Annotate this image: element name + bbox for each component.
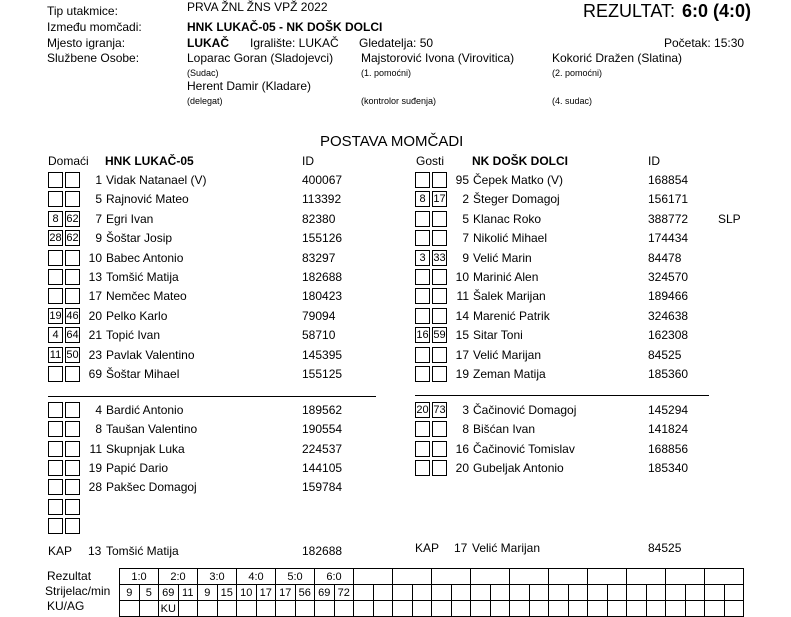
score-result-cell bbox=[705, 569, 744, 585]
score-kuag-cell bbox=[217, 601, 237, 617]
score-scorer-cell bbox=[354, 585, 374, 601]
away-player-number: 95 bbox=[455, 173, 469, 187]
home-player-id: 79094 bbox=[302, 308, 336, 323]
score-kuag-cell bbox=[393, 601, 413, 617]
home-player-number: 11 bbox=[89, 441, 102, 456]
score-result-cell bbox=[627, 569, 666, 585]
score-scorer-cell bbox=[705, 585, 725, 601]
score-kuag-cell bbox=[237, 601, 257, 617]
postava-title: POSTAVA MOMČADI bbox=[320, 133, 464, 150]
away-sub-in-box bbox=[415, 230, 430, 246]
score-table bbox=[119, 568, 744, 617]
home-player-name: Pavlak Valentino bbox=[106, 347, 195, 362]
home-player-name: Egri Ivan bbox=[106, 211, 154, 226]
official-name: Loparac Goran (Sladojevci) bbox=[187, 51, 334, 65]
home-sub-out-box: 62 bbox=[66, 212, 79, 225]
score-scorer-cell: 56 bbox=[295, 585, 315, 601]
score-scorer-cell: 10 bbox=[237, 585, 257, 601]
score-scorer-cell bbox=[568, 585, 588, 601]
home-sub-out-box bbox=[65, 366, 80, 382]
home-sub-in-box bbox=[48, 269, 63, 285]
home-player-id: 145395 bbox=[302, 347, 343, 362]
score-scorer-cell bbox=[432, 585, 452, 601]
home-sub-out-box bbox=[65, 269, 80, 285]
away-team-name: NK DOŠK DOLCI bbox=[472, 154, 568, 168]
score-kuag-cell bbox=[529, 601, 549, 617]
away-sub-out-box: 59 bbox=[433, 329, 446, 342]
away-player-id: 162308 bbox=[648, 328, 689, 343]
away-player-number: 9 bbox=[462, 250, 469, 265]
away-player-name: Gubeljak Antonio bbox=[473, 460, 564, 475]
home-sub-in-box bbox=[48, 250, 63, 266]
home-player-name: Babec Antonio bbox=[106, 250, 184, 265]
away-divider bbox=[415, 395, 709, 396]
home-player-number: 8 bbox=[95, 422, 102, 437]
score-kuag-cell bbox=[451, 601, 471, 617]
away-player-id: 189466 bbox=[648, 289, 689, 304]
away-id-label: ID bbox=[648, 154, 660, 168]
score-kuag-cell bbox=[412, 601, 432, 617]
away-sub-in-box: 20 bbox=[416, 404, 429, 416]
home-player-name: Pelko Karlo bbox=[106, 308, 168, 323]
home-sub-out-box: 64 bbox=[66, 329, 79, 342]
home-player-id: 155125 bbox=[302, 367, 343, 381]
home-sub-in-box bbox=[48, 191, 63, 207]
away-sub-out-box bbox=[432, 308, 447, 324]
score-kuag-cell bbox=[276, 601, 296, 617]
away-sub-in-box: 3 bbox=[415, 250, 430, 266]
score-scorer-cell bbox=[646, 585, 666, 601]
score-scorer-cell: 9 bbox=[198, 585, 218, 601]
away-player-id: 145294 bbox=[648, 403, 689, 417]
home-player-name: Tomšić Matija bbox=[106, 270, 179, 284]
official-name: Herent Damir (Kladare) bbox=[187, 79, 312, 93]
home-player-number: 19 bbox=[88, 460, 102, 475]
home-sub-out-box bbox=[65, 499, 80, 515]
home-sub-in-box bbox=[48, 441, 63, 457]
away-player-number: 19 bbox=[455, 367, 469, 381]
away-player-name: Čačinović Domagoj bbox=[473, 403, 577, 417]
score-kuag-cell bbox=[685, 601, 705, 617]
away-player-note: SLP bbox=[718, 211, 741, 226]
home-player-number: 5 bbox=[95, 192, 102, 207]
sluzbene-label: Službene Osobe: bbox=[47, 51, 140, 65]
home-sub-in-box bbox=[48, 402, 63, 418]
away-player-number: 16 bbox=[455, 441, 469, 456]
home-player-name: Rajnović Mateo bbox=[106, 192, 189, 207]
home-player-number: 69 bbox=[88, 367, 102, 381]
away-sub-out-box bbox=[432, 172, 447, 188]
home-kap-label: KAP bbox=[48, 544, 73, 558]
away-sub-out-box: 73 bbox=[433, 404, 446, 416]
away-sub-in-box bbox=[415, 211, 430, 227]
home-sub-in-box bbox=[48, 518, 63, 534]
away-player-id: 84478 bbox=[648, 250, 682, 265]
home-player-id: 58710 bbox=[302, 328, 336, 343]
away-player-id: 185340 bbox=[648, 460, 689, 475]
score-scorer-cell bbox=[588, 585, 608, 601]
away-player-name: Čačinović Tomislav bbox=[473, 441, 575, 456]
away-player-id: 156171 bbox=[648, 192, 689, 207]
home-sub-out-box: 46 bbox=[66, 309, 79, 322]
score-scorer-cell: 69 bbox=[315, 585, 335, 601]
home-sub-in-box bbox=[48, 479, 63, 495]
home-player-name: Nemčec Mateo bbox=[106, 289, 187, 304]
score-scorer-cell bbox=[627, 585, 647, 601]
score-result-cell bbox=[666, 569, 705, 585]
score-result-cell bbox=[432, 569, 471, 585]
score-kuag-label: KU/AG bbox=[47, 599, 85, 613]
home-player-id: 83297 bbox=[302, 250, 336, 265]
score-scorer-cell bbox=[685, 585, 705, 601]
home-sub-out-box bbox=[65, 172, 80, 188]
home-player-id: 190554 bbox=[302, 422, 343, 437]
away-sub-in-box bbox=[415, 421, 430, 437]
tip-label: Tip utakmice: bbox=[47, 4, 118, 18]
score-kuag-cell bbox=[627, 601, 647, 617]
score-scorer-cell: 17 bbox=[256, 585, 276, 601]
score-result-cell: 3:0 bbox=[198, 569, 237, 585]
score-scorers-row bbox=[120, 585, 744, 601]
away-sub-in-box bbox=[415, 308, 430, 324]
score-scorer-cell bbox=[666, 585, 686, 601]
score-strijelac-label: Strijelac/min bbox=[45, 584, 111, 598]
score-kuag-cell bbox=[334, 601, 354, 617]
home-player-number: 7 bbox=[95, 211, 102, 226]
home-kap-id: 182688 bbox=[302, 544, 343, 558]
home-sub-out-box bbox=[65, 460, 80, 476]
score-kuag-cell: KU bbox=[159, 601, 179, 617]
official-role: (delegat) bbox=[187, 96, 223, 106]
away-player-id: 324638 bbox=[648, 308, 689, 323]
away-player-name: Nikolić Mihael bbox=[473, 231, 548, 246]
mjesto-value: LUKAČ bbox=[187, 36, 229, 50]
away-sub-out-box bbox=[432, 421, 447, 437]
score-kuag-cell bbox=[295, 601, 315, 617]
score-scorer-cell: 17 bbox=[276, 585, 296, 601]
home-player-number: 17 bbox=[88, 289, 102, 304]
home-sub-in-box bbox=[48, 366, 63, 382]
home-player-name: Taušan Valentino bbox=[106, 422, 198, 437]
score-result-cell bbox=[588, 569, 627, 585]
score-scorer-cell bbox=[373, 585, 393, 601]
away-player-id: 141824 bbox=[648, 422, 689, 437]
home-sub-out-box bbox=[65, 479, 80, 495]
tip-value: PRVA ŽNL ŽNS VPŽ 2022 bbox=[187, 0, 328, 14]
away-player-name: Marinić Alen bbox=[473, 270, 539, 284]
away-sub-in-box: 8 bbox=[415, 191, 430, 207]
score-kuag-cell bbox=[373, 601, 393, 617]
away-player-number: 14 bbox=[455, 308, 469, 323]
official-role: (Sudac) bbox=[187, 68, 219, 78]
home-player-number: 28 bbox=[88, 480, 102, 495]
away-sub-in-box bbox=[415, 172, 430, 188]
score-kuag-cell bbox=[354, 601, 374, 617]
away-sub-out-box bbox=[432, 269, 447, 285]
home-player-number: 10 bbox=[88, 250, 102, 265]
home-player-name: Papić Dario bbox=[106, 460, 169, 475]
away-player-number: 15 bbox=[455, 328, 469, 343]
away-player-number: 5 bbox=[462, 211, 469, 226]
score-kuag-cell bbox=[120, 601, 140, 617]
score-result-cell: 4:0 bbox=[237, 569, 276, 585]
score-result-cell: 6:0 bbox=[315, 569, 354, 585]
home-sub-in-box bbox=[48, 460, 63, 476]
home-sub-out-box bbox=[65, 288, 80, 304]
home-player-number: 4 bbox=[95, 403, 102, 417]
official-name: Majstorović Ivona (Virovitica) bbox=[361, 51, 515, 65]
home-player-id: 155126 bbox=[302, 231, 343, 246]
away-player-number: 20 bbox=[455, 460, 469, 475]
score-kuag-cell bbox=[607, 601, 627, 617]
home-sub-in-box: 19 bbox=[49, 309, 62, 322]
away-player-name: Čepek Matko (V) bbox=[473, 173, 564, 187]
score-scorer-cell: 5 bbox=[139, 585, 159, 601]
away-player-name: Sitar Toni bbox=[473, 328, 523, 343]
score-kuag-cell bbox=[139, 601, 159, 617]
home-player-id: 159784 bbox=[302, 480, 343, 495]
away-player-name: Bišćan Ivan bbox=[473, 422, 536, 437]
score-kuag-cell bbox=[724, 601, 744, 617]
away-player-number: 3 bbox=[462, 403, 469, 417]
score-scorer-cell bbox=[549, 585, 569, 601]
away-player-id: 168856 bbox=[648, 441, 689, 456]
home-player-id: 144105 bbox=[302, 460, 343, 475]
home-kap-name: Tomšić Matija bbox=[106, 544, 179, 558]
away-player-number: 7 bbox=[462, 231, 469, 246]
home-id-label: ID bbox=[302, 154, 314, 168]
official-name: Kokorić Dražen (Slatina) bbox=[552, 51, 683, 65]
official-role: (kontrolor suđenja) bbox=[361, 96, 437, 106]
score-kuag-cell bbox=[666, 601, 686, 617]
away-player-number: 17 bbox=[455, 347, 469, 362]
home-sub-out-box bbox=[65, 402, 80, 418]
izmedju-label: Između momčadi: bbox=[47, 20, 142, 34]
home-player-name: Šoštar Mihael bbox=[106, 367, 180, 381]
score-result-cell bbox=[549, 569, 588, 585]
home-sub-in-box: 8 bbox=[48, 211, 63, 227]
official-role: (2. pomoćni) bbox=[552, 68, 603, 78]
score-rezultat-label: Rezultat bbox=[47, 569, 92, 583]
home-player-number: 23 bbox=[88, 347, 102, 362]
home-player-name: Pakšec Domagoj bbox=[106, 480, 197, 495]
home-sub-in-box bbox=[48, 172, 63, 188]
home-player-name: Vidak Natanael (V) bbox=[106, 173, 207, 187]
score-kuag-cell bbox=[510, 601, 530, 617]
away-kap-num: 17 bbox=[454, 541, 468, 555]
away-sub-in-box: 16 bbox=[416, 329, 429, 342]
home-player-name: Topić Ivan bbox=[106, 328, 161, 343]
score-kuag-cell bbox=[549, 601, 569, 617]
score-result-cell bbox=[471, 569, 510, 585]
score-scorer-cell: 11 bbox=[178, 585, 198, 601]
home-sub-in-box: 4 bbox=[48, 327, 63, 343]
home-sub-in-box: 11 bbox=[49, 348, 62, 361]
home-player-name: Šoštar Josip bbox=[106, 231, 173, 246]
score-scorer-cell bbox=[724, 585, 744, 601]
away-sub-out-box bbox=[432, 288, 447, 304]
score-scorer-cell bbox=[607, 585, 627, 601]
official-role: (4. sudac) bbox=[552, 96, 593, 106]
home-sub-out-box: 62 bbox=[66, 232, 79, 245]
home-divider bbox=[48, 396, 376, 397]
home-sub-out-box bbox=[65, 421, 80, 437]
away-player-name: Marenić Patrik bbox=[473, 308, 550, 323]
pocetak: Početak: 15:30 bbox=[664, 36, 745, 50]
home-player-number: 20 bbox=[88, 308, 102, 323]
away-player-name: Zeman Matija bbox=[473, 367, 546, 381]
away-sub-out-box: 33 bbox=[433, 251, 446, 264]
score-result-cell bbox=[354, 569, 393, 585]
mjesto-label: Mjesto igranja: bbox=[47, 36, 126, 50]
score-kuag-cell bbox=[432, 601, 452, 617]
score-results-row bbox=[120, 569, 744, 585]
score-scorer-cell: 69 bbox=[159, 585, 179, 601]
score-scorer-cell bbox=[451, 585, 471, 601]
home-kap-num: 13 bbox=[88, 544, 102, 558]
score-kuag-cell bbox=[178, 601, 198, 617]
home-player-id: 113392 bbox=[302, 192, 342, 207]
home-sub-out-box bbox=[65, 191, 80, 207]
away-sub-in-box bbox=[415, 288, 430, 304]
home-team-name: HNK LUKAČ-05 bbox=[105, 154, 194, 168]
away-player-id: 388772 bbox=[648, 211, 689, 226]
away-player-id: 324570 bbox=[648, 270, 689, 284]
away-player-number: 10 bbox=[455, 270, 469, 284]
away-player-id: 168854 bbox=[648, 173, 689, 187]
score-kuag-cell bbox=[315, 601, 335, 617]
home-player-id: 180423 bbox=[302, 289, 343, 304]
home-player-name: Skupnjak Luka bbox=[106, 441, 185, 456]
score-scorer-cell bbox=[471, 585, 491, 601]
away-sub-out-box: 17 bbox=[433, 193, 446, 206]
score-result-cell bbox=[510, 569, 549, 585]
away-sub-in-box bbox=[415, 460, 430, 476]
away-player-number: 8 bbox=[462, 422, 469, 437]
official-role: (1. pomoćni) bbox=[361, 68, 412, 78]
home-sub-in-box bbox=[48, 288, 63, 304]
home-player-number: 1 bbox=[95, 173, 102, 187]
home-player-id: 82380 bbox=[302, 211, 336, 226]
score-result-cell: 5:0 bbox=[276, 569, 315, 585]
score-result-cell: 1:0 bbox=[120, 569, 159, 585]
away-sub-in-box bbox=[415, 269, 430, 285]
away-player-name: Šalek Marijan bbox=[473, 289, 546, 304]
away-side-label: Gosti bbox=[416, 154, 445, 168]
home-player-name: Bardić Antonio bbox=[106, 403, 184, 417]
away-player-number: 11 bbox=[456, 289, 469, 304]
away-player-id: 84525 bbox=[648, 347, 682, 362]
score-result-cell bbox=[393, 569, 432, 585]
home-player-id: 182688 bbox=[302, 270, 343, 284]
score-kuag-cell bbox=[705, 601, 725, 617]
score-kuag-cell bbox=[588, 601, 608, 617]
izmedju-value: HNK LUKAČ-05 - NK DOŠK DOLCI bbox=[187, 20, 383, 34]
score-scorer-cell bbox=[393, 585, 413, 601]
away-sub-out-box bbox=[432, 230, 447, 246]
home-player-id: 224537 bbox=[302, 441, 343, 456]
away-sub-out-box bbox=[432, 347, 447, 363]
home-player-number: 21 bbox=[88, 328, 102, 343]
score-kuag-cell bbox=[198, 601, 218, 617]
home-player-number: 13 bbox=[88, 270, 102, 284]
away-player-name: Velić Marin bbox=[473, 250, 532, 265]
away-sub-in-box bbox=[415, 347, 430, 363]
score-kuag-cell bbox=[568, 601, 588, 617]
score-kuag-cell bbox=[256, 601, 276, 617]
igraliste: Igralište: LUKAČ bbox=[250, 36, 339, 50]
home-sub-out-box bbox=[65, 250, 80, 266]
away-player-id: 185360 bbox=[648, 367, 689, 381]
score-kuag-cell bbox=[471, 601, 491, 617]
away-kap-id: 84525 bbox=[648, 541, 682, 555]
away-sub-out-box bbox=[432, 366, 447, 382]
home-sub-in-box bbox=[48, 499, 63, 515]
score-scorer-cell bbox=[490, 585, 510, 601]
away-player-name: Šteger Domagoj bbox=[473, 192, 560, 207]
score-kuag-cell bbox=[646, 601, 666, 617]
away-sub-out-box bbox=[432, 441, 447, 457]
away-sub-in-box bbox=[415, 366, 430, 382]
away-player-name: Velić Marijan bbox=[473, 347, 542, 362]
away-kap-name: Velić Marijan bbox=[472, 541, 541, 555]
score-scorer-cell: 15 bbox=[217, 585, 237, 601]
away-sub-out-box bbox=[432, 460, 447, 476]
score-scorer-cell bbox=[529, 585, 549, 601]
home-sub-out-box bbox=[65, 518, 80, 534]
rezultat-value: 6:0 (4:0) bbox=[682, 1, 752, 21]
home-sub-out-box bbox=[65, 441, 80, 457]
away-player-name: Klanac Roko bbox=[473, 211, 542, 226]
away-kap-label: KAP bbox=[415, 541, 440, 555]
score-result-cell: 2:0 bbox=[159, 569, 198, 585]
score-scorer-cell: 72 bbox=[334, 585, 354, 601]
score-scorer-cell bbox=[412, 585, 432, 601]
score-scorer-cell: 9 bbox=[120, 585, 140, 601]
home-player-id: 400067 bbox=[302, 173, 343, 187]
home-sub-out-box: 50 bbox=[66, 348, 79, 361]
home-player-number: 9 bbox=[95, 231, 102, 246]
home-player-id: 189562 bbox=[302, 403, 343, 417]
score-kuag-row bbox=[120, 601, 744, 617]
away-player-number: 2 bbox=[462, 192, 469, 207]
away-sub-out-box bbox=[432, 211, 447, 227]
away-player-id: 174434 bbox=[648, 231, 689, 246]
home-sub-in-box: 28 bbox=[49, 232, 62, 245]
score-kuag-cell bbox=[490, 601, 510, 617]
rezultat-label: REZULTAT: bbox=[583, 1, 676, 21]
away-sub-in-box bbox=[415, 441, 430, 457]
gledatelja: Gledatelja: 50 bbox=[359, 36, 434, 50]
home-side-label: Domaći bbox=[48, 154, 89, 168]
home-sub-in-box bbox=[48, 421, 63, 437]
score-scorer-cell bbox=[510, 585, 530, 601]
